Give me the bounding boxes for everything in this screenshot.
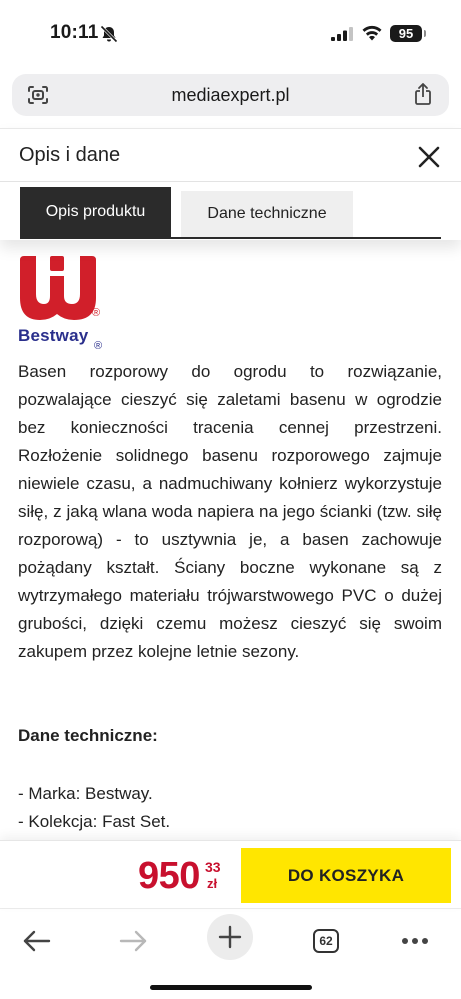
share-icon[interactable] (413, 82, 433, 106)
tab-opis-produktu[interactable]: Opis produktu (20, 187, 171, 237)
tab-count-badge: 62 (313, 929, 339, 953)
address-bar[interactable] (12, 74, 449, 116)
battery-icon: 95 (390, 25, 422, 42)
price-cents: 33 (205, 859, 221, 875)
tabs-button[interactable] (302, 917, 350, 965)
url-text[interactable]: mediaexpert.pl (171, 85, 290, 105)
sheet-title: Opis i dane (19, 144, 121, 166)
spec-item: - Marka: Bestway. (18, 784, 153, 803)
divider (0, 181, 461, 182)
registered-mark-icon: ® (94, 340, 103, 352)
new-tab-button[interactable] (207, 914, 253, 960)
price-currency: zł (207, 876, 218, 891)
signal-icon (331, 27, 353, 41)
browser-address-area (0, 68, 461, 128)
product-description-content (0, 240, 461, 840)
close-icon[interactable] (417, 145, 441, 169)
more-menu-button[interactable] (391, 917, 439, 965)
tab-dane-techniczne[interactable]: Dane techniczne (181, 191, 353, 237)
bestway-logo (18, 254, 106, 350)
product-description: Basen rozporowy do ogrodu to rozwiązanie, pozwalające cieszyć się zaletami basenu w ogrodzie bez konieczności tracenia cennej przestrzeni. Rozłożenie solidnego basenu rozporowego zajmuje niewiele czasu, a nadmuchiwany kołnierz wykorzystuje siłę, z jaką wlana woda napiera na jego ścianki (tzw. siłę rozporową) - to usztywnia je, a basen zachowuje pożądany kształt. Ściany boczne wykonane są z wytrzymałego materiału trójwarstwowego PVC o dużej grubości, dzięki czemu możesz cieszyć się swoim zakupem przez kolejne letnie sezony. (18, 362, 442, 661)
registered-mark-icon: ® (92, 307, 101, 319)
price-main: 950 (138, 855, 200, 897)
add-to-cart-button[interactable]: DO KOSZYKA (241, 848, 451, 903)
arrow-left-icon (23, 930, 51, 952)
bell-slash-icon (99, 24, 119, 44)
logo-wordmark: Bestway (18, 326, 89, 345)
forward-button[interactable] (109, 917, 157, 965)
browser-toolbar (0, 908, 461, 999)
back-button[interactable] (13, 917, 61, 965)
sheet-header (0, 128, 461, 240)
status-time: 10:11 (50, 22, 99, 43)
cart-bar (0, 840, 461, 908)
more-dots-icon (401, 937, 429, 945)
home-indicator[interactable] (150, 985, 312, 990)
spec-item: - Kolekcja: Fast Set. (18, 812, 171, 831)
wifi-icon (361, 24, 383, 42)
bestway-logo-mark (18, 254, 101, 324)
tab-bar (20, 187, 441, 239)
status-bar (0, 0, 461, 68)
spec-heading: Dane techniczne: (18, 726, 158, 745)
plus-icon (218, 925, 242, 949)
arrow-right-icon (119, 930, 147, 952)
